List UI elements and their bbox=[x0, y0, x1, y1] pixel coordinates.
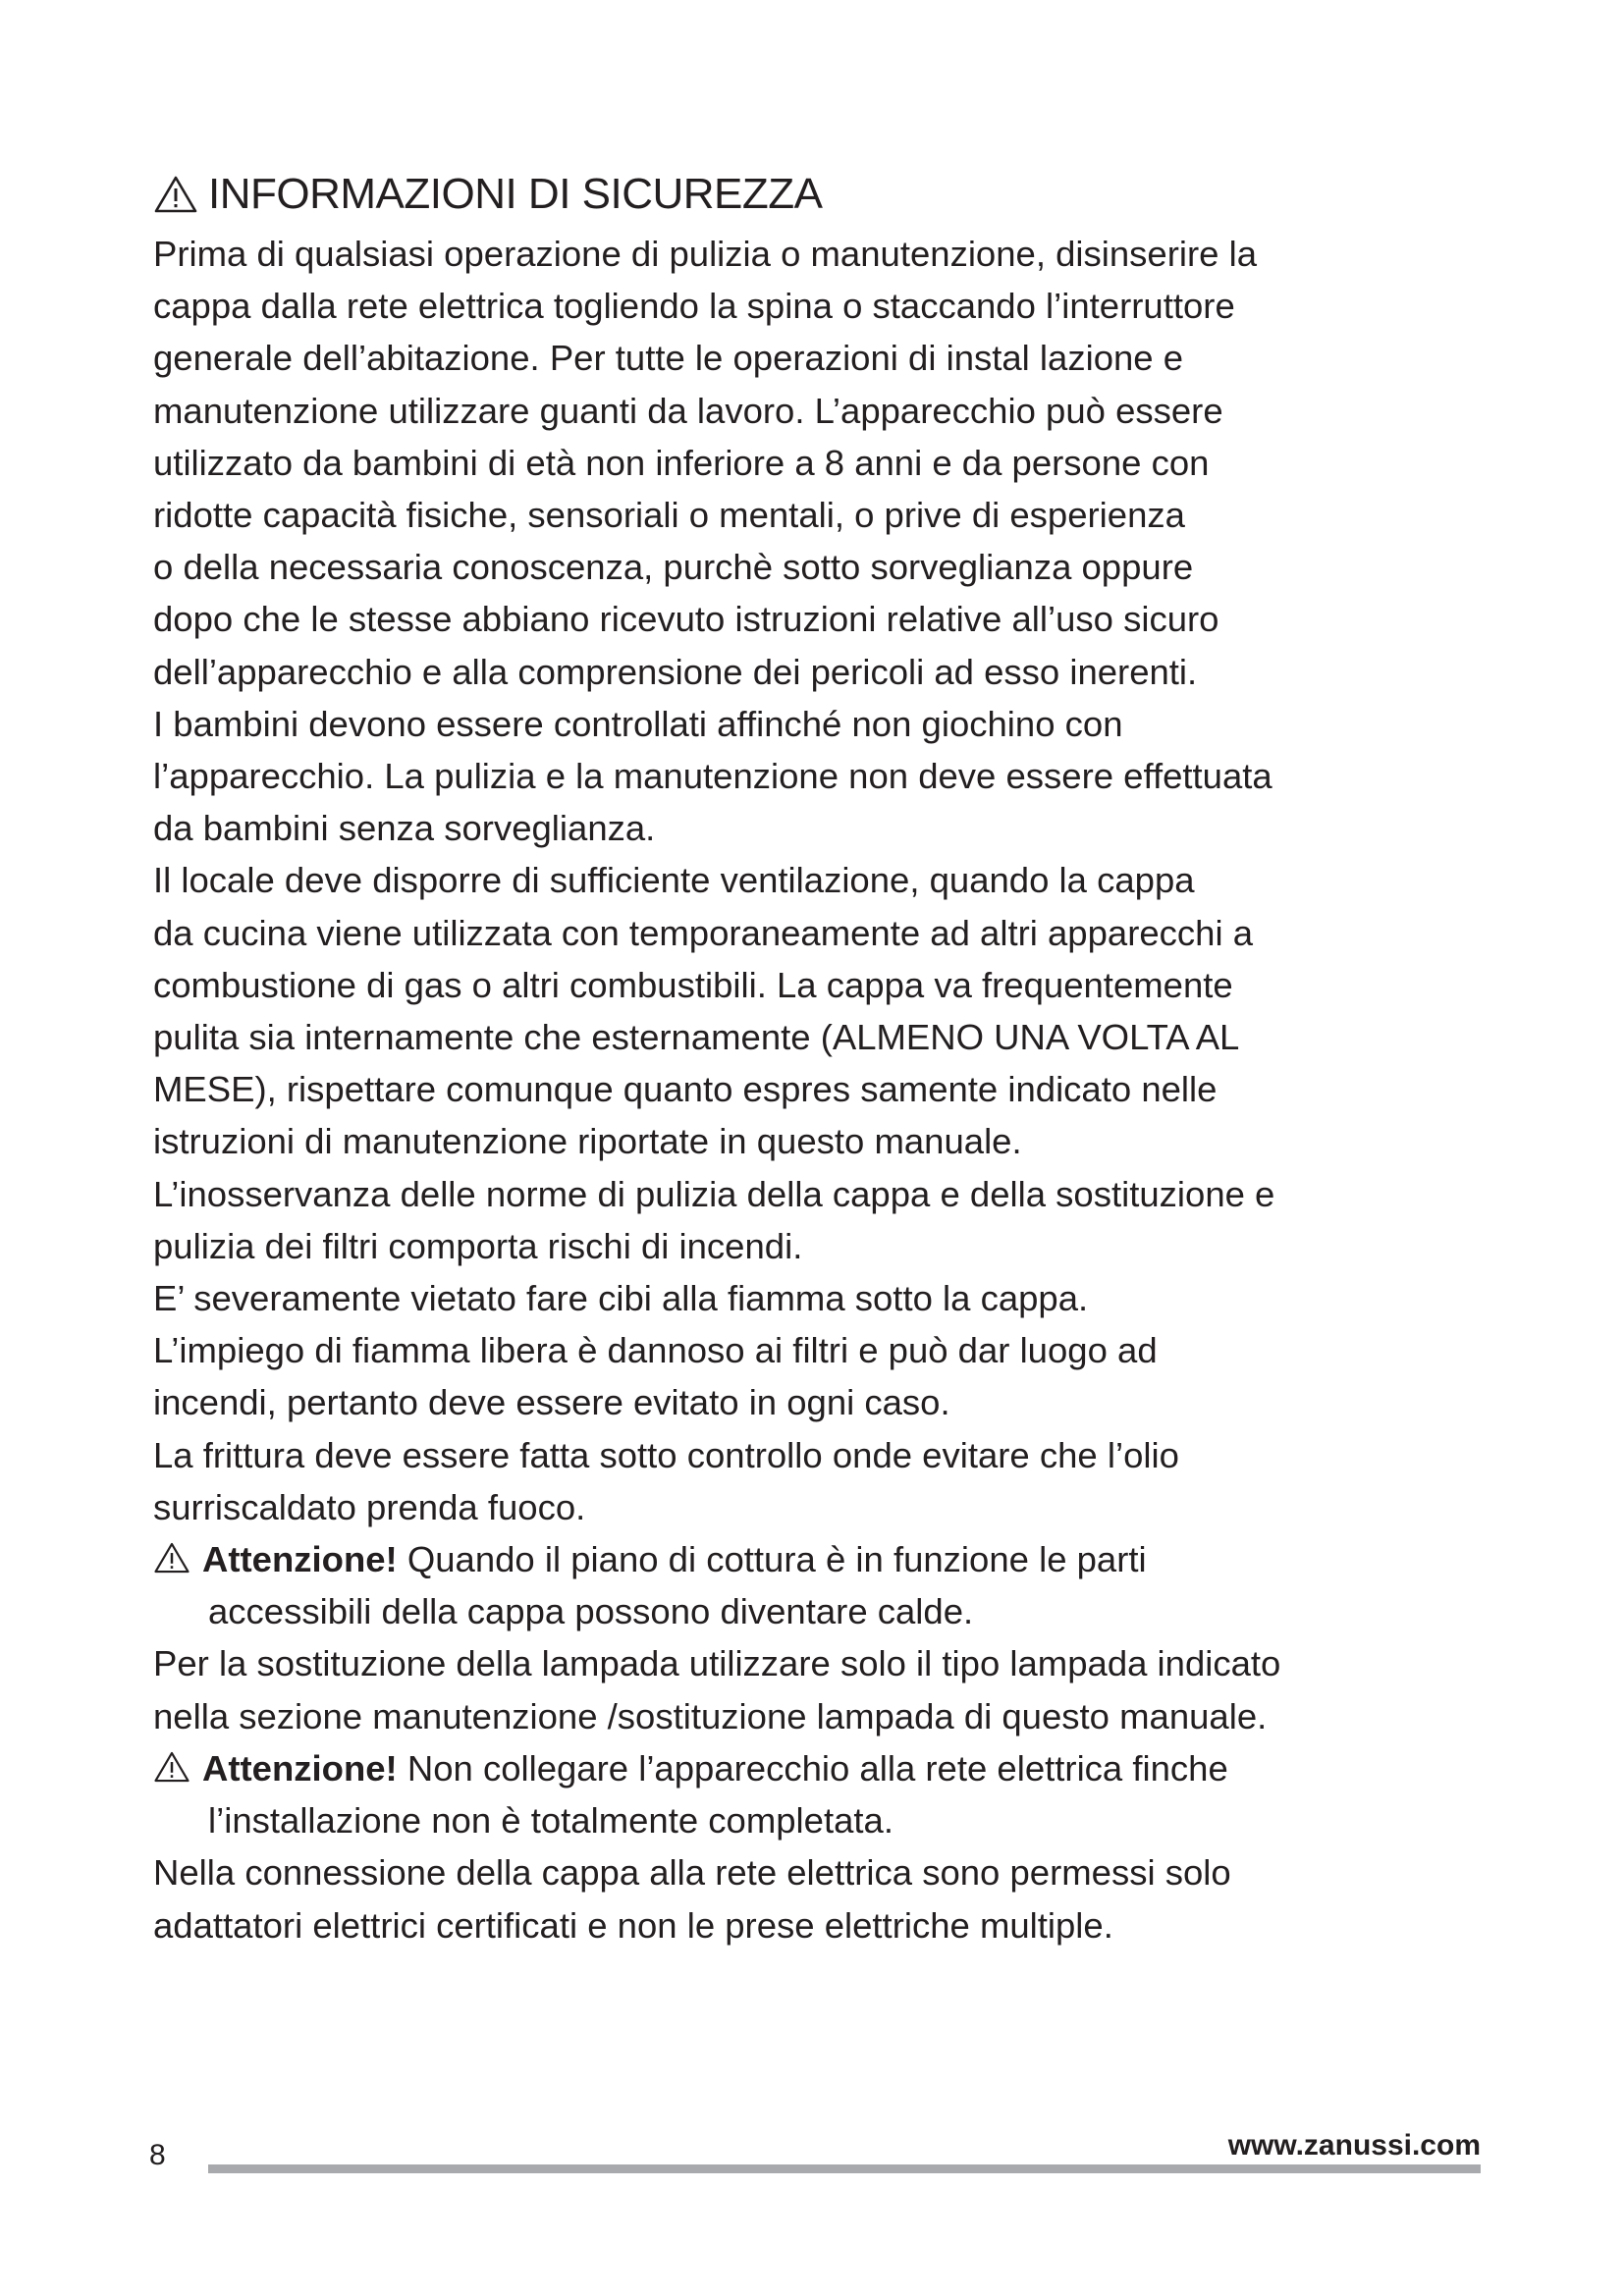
warning-installation bbox=[153, 1742, 1489, 1846]
text-line: L’impiego di fiamma libera è dannoso ai filtri e può dar luogo ad bbox=[153, 1330, 1158, 1371]
text-line: E’ severamente vietato fare cibi alla fiamma sotto la cappa. bbox=[153, 1278, 1089, 1319]
footer-divider bbox=[208, 2164, 1481, 2173]
website-link[interactable]: www.zanussi.com bbox=[1227, 2129, 1481, 2162]
warning-text: Quando il piano di cottura è in funzione le parti bbox=[397, 1539, 1147, 1580]
text-line: adattatori elettrici certificati e non le prese elettriche multiple. bbox=[153, 1904, 1113, 1946]
text-line: Nella connessione della cappa alla rete elettrica sono permessi solo bbox=[153, 1852, 1231, 1894]
text-line: da bambini senza sorveglianza. bbox=[153, 808, 656, 849]
text-line: utilizzato da bambini di età non inferiore a 8 anni e da persone con bbox=[153, 442, 1210, 483]
text-line: pulita sia internamente che esternamente (ALMENO UNA VOLTA AL bbox=[153, 1017, 1240, 1058]
text-line: I bambini devono essere controllati affinché non giochino con bbox=[153, 703, 1123, 744]
warning-triangle-icon bbox=[153, 175, 198, 214]
warning-line bbox=[153, 1742, 1489, 1794]
paragraph-lamp bbox=[153, 1637, 1489, 1741]
page-number: 8 bbox=[149, 2139, 166, 2171]
paragraph-ventilation bbox=[153, 854, 1489, 1167]
text-line: La frittura deve essere fatta sotto controllo onde evitare che l’olio bbox=[153, 1434, 1179, 1475]
warning-text: accessibili della cappa possono diventare calde. bbox=[208, 1591, 974, 1632]
warning-hot-parts bbox=[153, 1533, 1489, 1637]
warning-text: l’installazione non è totalmente completata. bbox=[208, 1800, 893, 1842]
text-line: o della necessaria conoscenza, purchè sotto sorveglianza oppure bbox=[153, 547, 1194, 588]
text-line: pulizia dei filtri comporta rischi di incendi. bbox=[153, 1225, 803, 1266]
text-line: MESE), rispettare comunque quanto espres samente indicato nelle bbox=[153, 1069, 1218, 1110]
text-line: da cucina viene utilizzata con temporaneamente ad altri apparecchi a bbox=[153, 912, 1254, 953]
warning-triangle-icon bbox=[153, 1541, 190, 1575]
text-line: incendi, pertanto deve essere evitato in ogni caso. bbox=[153, 1382, 950, 1423]
text-line: surriscaldato prenda fuoco. bbox=[153, 1486, 586, 1527]
section-heading bbox=[153, 165, 1489, 224]
warning-triangle-icon bbox=[153, 1750, 190, 1784]
paragraph-frying bbox=[153, 1429, 1489, 1533]
text-line: nella sezione manutenzione /sostituzione lampada di questo manuale. bbox=[153, 1695, 1268, 1736]
text-line: Il locale deve disporre di sufficiente ventilazione, quando la cappa bbox=[153, 860, 1195, 901]
text-line: istruzioni di manutenzione riportate in questo manuale. bbox=[153, 1121, 1022, 1162]
text-line: dopo che le stesse abbiano ricevuto istruzioni relative all’uso sicuro bbox=[153, 599, 1219, 640]
warning-line bbox=[153, 1533, 1489, 1585]
paragraph-flambe bbox=[153, 1272, 1489, 1324]
text-line: l’apparecchio. La pulizia e la manutenzione non deve essere effettuata bbox=[153, 756, 1272, 797]
text-line: generale dell’abitazione. Per tutte le operazioni di instal lazione e bbox=[153, 338, 1184, 379]
text-line: Prima di qualsiasi operazione di pulizia o manutenzione, disinserire la bbox=[153, 234, 1257, 274]
paragraph-connection bbox=[153, 1846, 1489, 1950]
paragraph-children bbox=[153, 698, 1489, 855]
text-line: ridotte capacità fisiche, sensoriali o mentali, o prive di esperienza bbox=[153, 495, 1185, 536]
paragraph-cleaning-risk bbox=[153, 1168, 1489, 1272]
paragraph-intro bbox=[153, 228, 1489, 698]
warning-label: Attenzione! bbox=[202, 1539, 398, 1580]
text-line: cappa dalla rete elettrica togliendo la spina o staccando l’interruttore bbox=[153, 286, 1235, 327]
warning-text: Non collegare l’apparecchio alla rete elettrica finche bbox=[397, 1747, 1228, 1789]
text-line: manutenzione utilizzare guanti da lavoro. L’apparecchio può essere bbox=[153, 390, 1223, 431]
paragraph-open-flame bbox=[153, 1324, 1489, 1428]
text-line: combustione di gas o altri combustibili. La cappa va frequentemente bbox=[153, 964, 1233, 1005]
text-line: dell’apparecchio e alla comprensione dei pericoli ad esso inerenti. bbox=[153, 651, 1198, 692]
text-line: Per la sostituzione della lampada utilizzare solo il tipo lampada indicato bbox=[153, 1643, 1281, 1684]
safety-section bbox=[153, 165, 1489, 1951]
section-title: INFORMAZIONI DI SICUREZZA bbox=[208, 170, 823, 218]
warning-label: Attenzione! bbox=[202, 1747, 398, 1789]
text-line: L’inosservanza delle norme di pulizia della cappa e della sostituzione e bbox=[153, 1173, 1275, 1214]
